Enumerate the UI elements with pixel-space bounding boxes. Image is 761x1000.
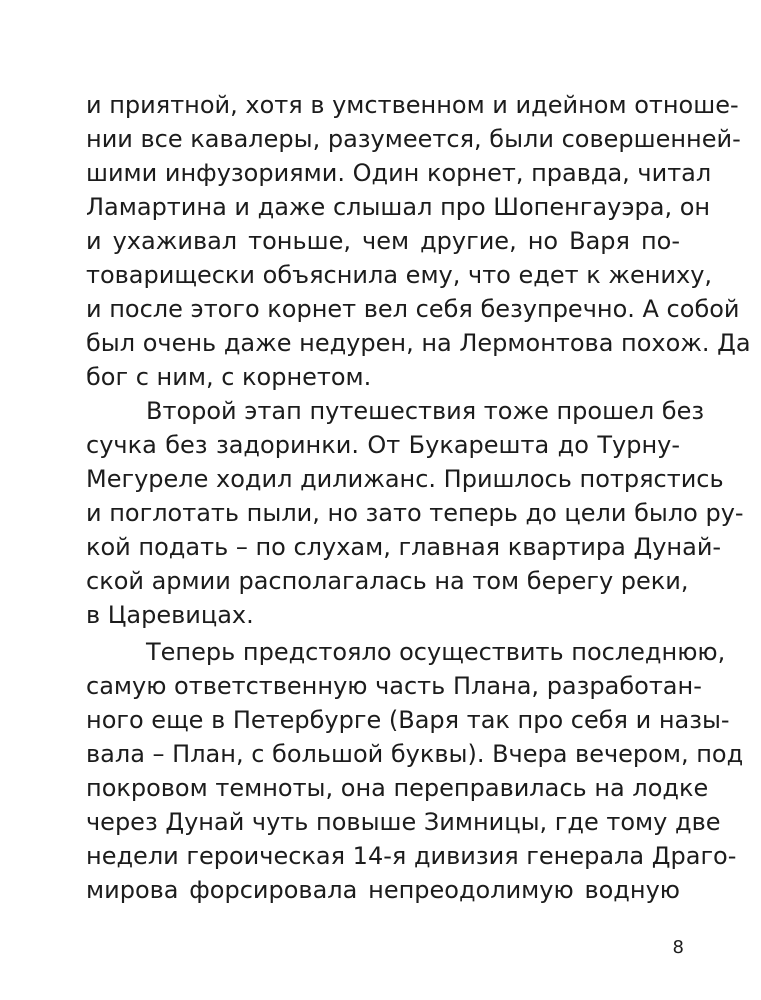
body-text [86, 88, 751, 907]
text-line: Теперь предстояло осуществить последнюю, [146, 638, 726, 666]
text-line: самую ответственную часть Плана, разработан- [86, 672, 702, 700]
text-line: и приятной, хотя в умственном и идейном отноше- [86, 91, 739, 119]
text-line: сучка без задоринки. От Букарешта до Турну- [86, 431, 680, 459]
text-line: вала – План, с большой буквы). Вчера вечером, под [86, 740, 744, 768]
text-line: покровом темноты, она переправилась на лодке [86, 774, 709, 802]
text-line: и ухаживал тоньше, чем другие, но Варя по- [86, 227, 680, 255]
text-line: нии все кавалеры, разумеется, были совершенней- [86, 125, 741, 153]
text-line: шими инфузориями. Один корнет, правда, читал [86, 159, 712, 187]
text-line: Мегуреле ходил дилижанс. Пришлось потрястись [86, 465, 724, 493]
text-line: и после этого корнет вел себя безупречно. А собой [86, 295, 740, 323]
text-line: ного еще в Петербурге (Варя так про себя и назы- [86, 706, 730, 734]
text-line: Второй этап путешествия тоже прошел без [146, 397, 705, 425]
text-line: кой подать – по слухам, главная квартира Дунай- [86, 533, 722, 561]
text-line: Ламартина и даже слышал про Шопенгауэра, он [86, 193, 711, 221]
text-line: мирова форсировала непреодолимую водную [86, 876, 680, 904]
text-line: через Дунай чуть повыше Зимницы, где тому две [86, 808, 721, 836]
text-line: и поглотать пыли, но зато теперь до цели было ру- [86, 499, 744, 527]
text-line: бог с ним, с корнетом. [86, 363, 372, 391]
text-line: ской армии располагалась на том берегу реки, [86, 567, 689, 595]
text-line: в Царевицах. [86, 601, 254, 629]
text-line: был очень даже недурен, на Лермонтова похож. Да [86, 329, 751, 357]
text-line: недели героическая 14-я дивизия генерала Драго- [86, 842, 737, 870]
page-number: 8 [672, 937, 684, 958]
text-line: товарищески объяснила ему, что едет к жениху, [86, 261, 713, 289]
